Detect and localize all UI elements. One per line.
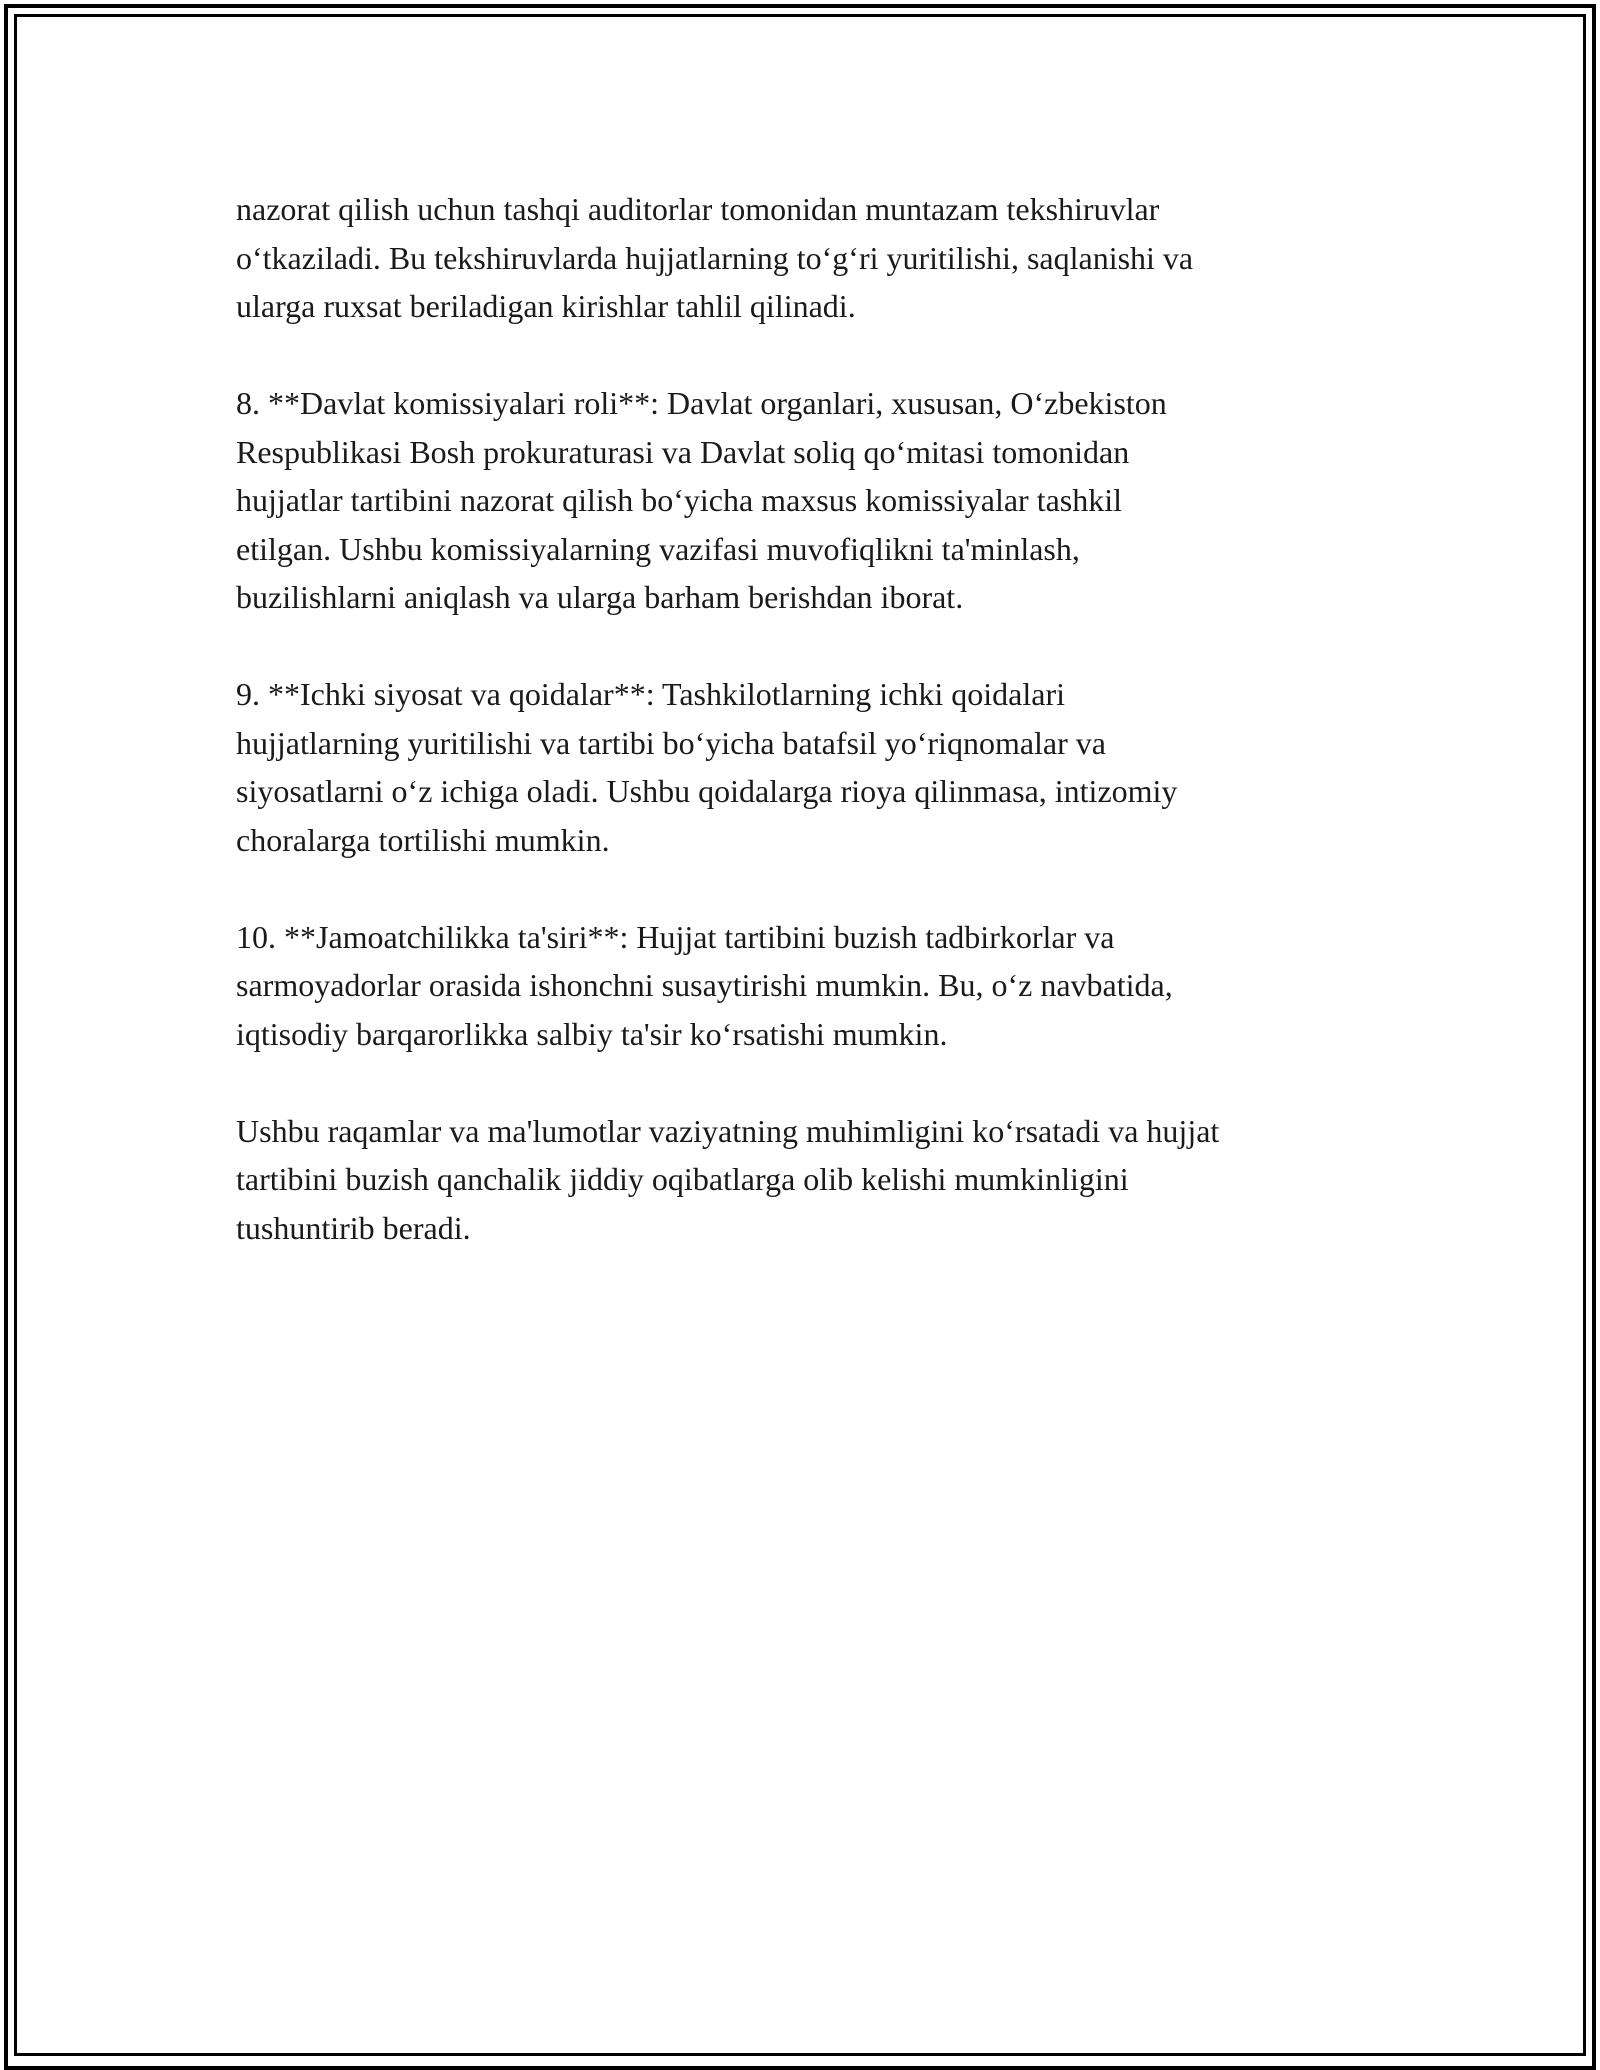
paragraph-item-9 (236, 670, 1366, 864)
text-line: iqtisodiy barqarorlikka salbiy ta'sir ko‘rsatishi mumkin. (236, 1015, 948, 1052)
text-line: 10. **Jamoatchilikka ta'siri**: Hujjat tartibini buzish tadbirkorlar va (236, 918, 1115, 955)
document-body (236, 185, 1366, 1301)
paragraph-conclusion (236, 1107, 1366, 1253)
text-line: sarmoyadorlar orasida ishonchni susaytirishi mumkin. Bu, o‘z navbatida, (236, 967, 1173, 1003)
text-line: Respublikasi Bosh prokuraturasi va Davlat soliq qo‘mitasi tomonidan (236, 433, 1130, 470)
text-line: 8. **Davlat komissiyalari roli**: Davlat organlari, xususan, O‘zbekiston (236, 385, 1167, 421)
paragraph-item-10 (236, 913, 1366, 1059)
text-line: hujjatlar tartibini nazorat qilish bo‘yicha maxsus komissiyalar tashkil (236, 482, 1123, 518)
text-line: choralarga tortilishi mumkin. (236, 821, 610, 858)
text-line: 9. **Ichki siyosat va qoidalar**: Tashkilotlarning ichki qoidalari (236, 676, 1065, 712)
paragraph-audit-continuation (236, 185, 1366, 331)
text-line: tushuntirib beradi. (236, 1209, 471, 1246)
paragraph-item-8 (236, 379, 1366, 622)
text-line: etilgan. Ushbu komissiyalarning vazifasi muvofiqlikni ta'minlash, (236, 530, 1080, 567)
text-line: ularga ruxsat beriladigan kirishlar tahlil qilinadi. (236, 288, 856, 324)
text-line: siyosatlarni o‘z ichiga oladi. Ushbu qoidalarga rioya qilinmasa, intizomiy (236, 773, 1178, 809)
text-line: o‘tkaziladi. Bu tekshiruvlarda hujjatlarning to‘g‘ri yuritilishi, saqlanishi va (236, 239, 1194, 276)
text-line: Ushbu raqamlar va ma'lumotlar vaziyatning muhimligini ko‘rsatadi va hujjat (236, 1112, 1220, 1149)
text-line: nazorat qilish uchun tashqi auditorlar tomonidan muntazam tekshiruvlar (236, 191, 1160, 227)
text-line: tartibini buzish qanchalik jiddiy oqibatlarga olib kelishi mumkinligini (236, 1161, 1129, 1197)
text-line: hujjatlarning yuritilishi va tartibi bo‘yicha batafsil yo‘riqnomalar va (236, 724, 1106, 761)
text-line: buzilishlarni aniqlash va ularga barham berishdan iborat. (236, 579, 964, 615)
